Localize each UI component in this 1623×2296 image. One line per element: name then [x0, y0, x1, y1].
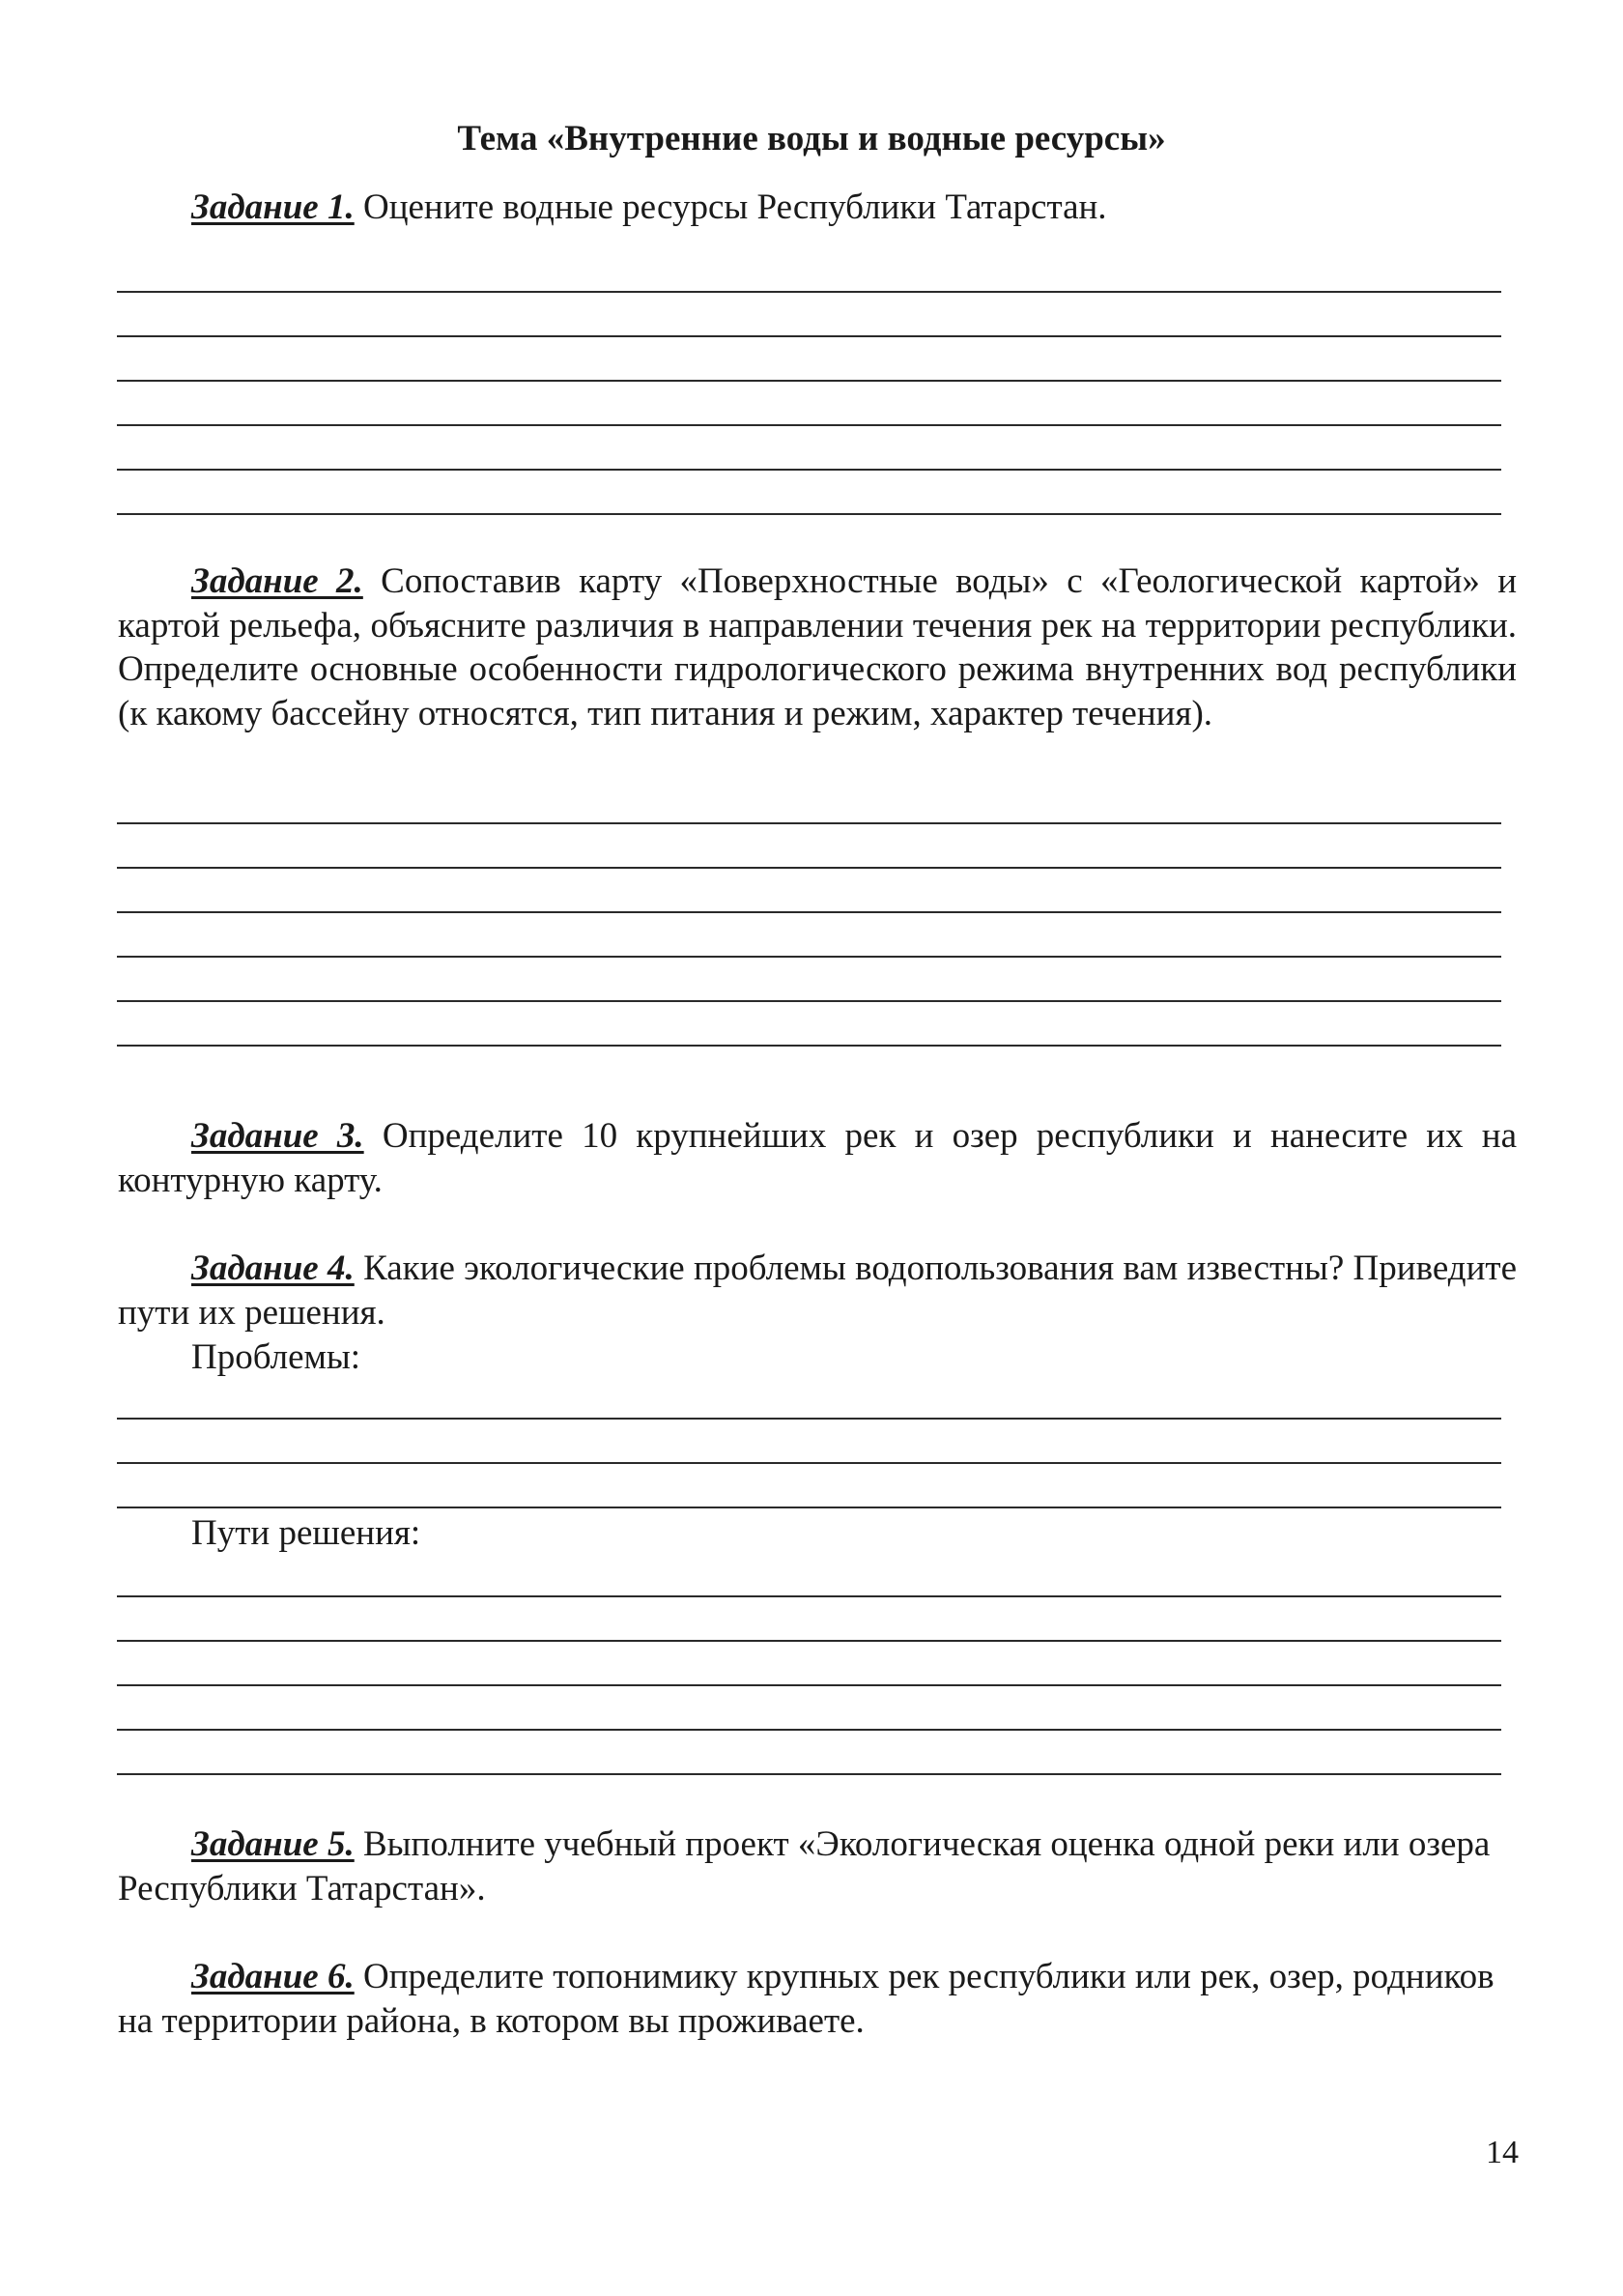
answer-line[interactable] — [117, 1000, 1501, 1002]
answer-line[interactable] — [117, 911, 1501, 913]
answer-line[interactable] — [117, 291, 1501, 293]
answer-line[interactable] — [117, 469, 1501, 471]
task-1-label: Задание 1. — [191, 187, 355, 227]
answer-line[interactable] — [117, 1773, 1501, 1775]
task-2-text: Сопоставив карту «Поверхностные воды» с «Геологической картой» и картой рельефа, объясните различия в направлении течения рек на территории республики. Определите основные особенности гидрологического режима внутренних вод республики (к какому бассейну относятся, тип питания и режим, характер течения). — [118, 561, 1518, 734]
task-5-text: Выполните учебный проект «Экологическая оценка одной реки или озера Республики Татарстан». — [118, 1824, 1491, 1909]
answer-line[interactable] — [117, 867, 1501, 869]
page-title: Тема «Внутренние воды и водные ресурсы» — [457, 119, 1166, 158]
task-3 — [118, 1114, 1517, 1202]
answer-line[interactable] — [117, 1595, 1501, 1597]
solutions-heading: Пути решения: — [191, 1513, 421, 1553]
task-5 — [118, 1822, 1517, 1910]
answer-line[interactable] — [117, 1462, 1501, 1464]
task-2 — [118, 560, 1517, 736]
answer-line[interactable] — [117, 380, 1501, 382]
task-1 — [118, 186, 1517, 230]
task-3-text: Определите 10 крупнейших рек и озер республики и нанесите их на контурную карту. — [118, 1116, 1518, 1200]
answer-line[interactable] — [117, 1418, 1501, 1420]
task-2-label: Задание 2. — [191, 561, 363, 601]
task-5-label: Задание 5. — [191, 1824, 355, 1864]
task-4 — [118, 1247, 1517, 1335]
answer-line[interactable] — [117, 1729, 1501, 1731]
answer-line[interactable] — [117, 822, 1501, 824]
answer-line[interactable] — [117, 424, 1501, 426]
answer-line[interactable] — [117, 335, 1501, 337]
answer-line[interactable] — [117, 513, 1501, 515]
answer-line[interactable] — [117, 1045, 1501, 1047]
page-number: 14 — [1486, 2135, 1519, 2170]
task-4-text: Какие экологические проблемы водопользования вам известны? Приведите пути их решения. — [118, 1248, 1517, 1333]
answer-line[interactable] — [117, 1507, 1501, 1508]
answer-line[interactable] — [117, 956, 1501, 958]
task-6 — [118, 1955, 1517, 2043]
answer-line[interactable] — [117, 1684, 1501, 1686]
task-1-text: Оцените водные ресурсы Республики Татарстан. — [362, 187, 1107, 227]
task-4-label: Задание 4. — [191, 1248, 355, 1288]
task-6-label: Задание 6. — [191, 1957, 355, 1996]
task-3-label: Задание 3. — [191, 1116, 364, 1156]
answer-line[interactable] — [117, 1640, 1501, 1642]
task-6-text: Определите топонимику крупных рек республики или рек, озер, родников на территории района, в котором вы проживаете. — [118, 1957, 1495, 2041]
problems-heading: Проблемы: — [191, 1337, 361, 1377]
